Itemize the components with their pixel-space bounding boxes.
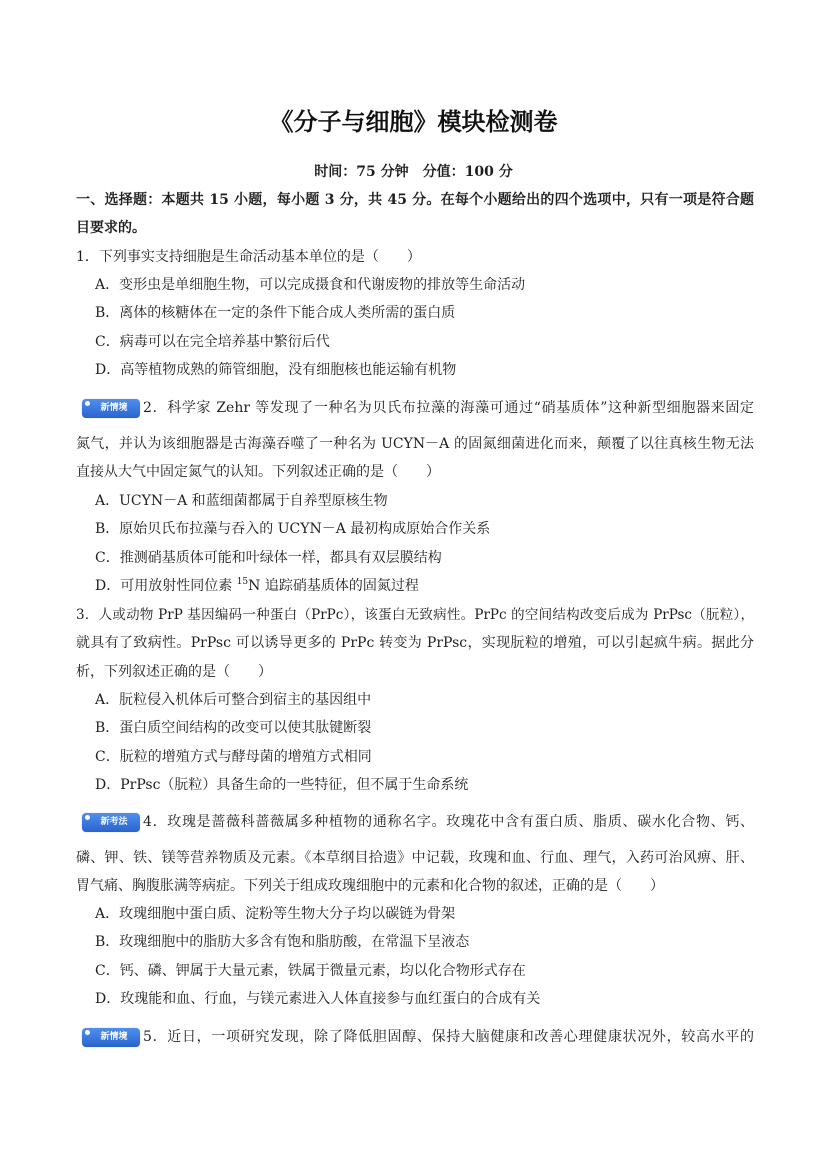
question-3-option-c: C．朊粒的增殖方式与酵母菌的增殖方式相同	[95, 749, 372, 765]
badge-label: 新情境	[100, 403, 128, 413]
badge-dot-icon	[85, 1030, 90, 1035]
question-4-option-a: A．玫瑰细胞中蛋白质、淀粉等生物大分子均以碳链为骨架	[95, 906, 456, 922]
question-1-option-c: C．病毒可以在完全培养基中繁衍后代	[95, 334, 330, 350]
option-d-text-after: N 追踪硝基质体的固氮过程	[248, 578, 419, 594]
section-heading-line-1: 一、选择题：本题共 15 小题，每小题 3 分，共 45 分。在每个小题给出的四个选项中，只有一项是符合题	[76, 192, 754, 208]
question-4-option-d: D．玫瑰能和血、行血，与镁元素进入人体直接参与血红蛋白的合成有关	[95, 991, 541, 1007]
badge-dot-icon	[85, 815, 90, 820]
question-4-stem-line-2: 磷、钾、铁、镁等营养物质及元素。《本草纲目拾遗》中记载，玫瑰和血、行血、理气，入药可治风痹、肝、	[76, 850, 754, 866]
badge-label: 新情境	[100, 1032, 128, 1042]
question-2-option-d	[95, 576, 754, 596]
question-1-stem: 1．下列事实支持细胞是生命活动基本单位的是（ ）	[76, 249, 421, 265]
question-2-stem-line-1: 2．科学家 Zehr 等发现了一种名为贝氏布拉藻的海藻可通过“硝基质体”这种新型细胞器来固定	[143, 400, 754, 416]
question-3-stem-line-3: 析，下列叙述正确的是（ ）	[76, 664, 272, 680]
question-4-option-c: C．钙、磷、钾属于大量元素，铁属于微量元素，均以化合物形式存在	[95, 963, 526, 979]
question-1-option-b: B．离体的核糖体在一定的条件下能合成人类所需的蛋白质	[95, 305, 456, 321]
question-4-badge	[82, 813, 140, 832]
question-2-stem-line-3: 直接从大气中固定氮气的认知。下列叙述正确的是（ ）	[76, 464, 440, 480]
question-3-option-a: A．朊粒侵入机体后可整合到宿主的基因组中	[95, 692, 372, 708]
section-heading-line-2: 目要求的。	[76, 220, 146, 236]
option-d-text-before: D．可用放射性同位素	[95, 578, 237, 594]
question-4-stem-line-3: 胃气痛、胸腹胀满等病症。下列关于组成玫瑰细胞中的元素和化合物的叙述，正确的是（ ）	[76, 878, 664, 894]
isotope-mass-number: 15	[236, 577, 249, 587]
question-2-option-c: C．推测硝基质体可能和叶绿体一样，都具有双层膜结构	[95, 550, 442, 566]
question-1-option-a: A．变形虫是单细胞生物，可以完成摄食和代谢废物的排放等生命活动	[95, 277, 526, 293]
badge-dot-icon	[85, 401, 90, 406]
question-3-stem-line-2: 就具有了致病性。PrPsc 可以诱导更多的 PrPc 转变为 PrPsc，实现朊粒的增殖，可以引起疯牛病。据此分	[76, 635, 754, 651]
question-4-stem-line-1: 4．玫瑰是蔷薇科蔷薇属多种植物的通称名字。玫瑰花中含有蛋白质、脂质、碳水化合物、钙、	[143, 814, 754, 830]
question-5-stem-line-1: 5．近日，一项研究发现，除了降低胆固醇、保持大脑健康和改善心理健康状况外，较高水平的	[143, 1029, 754, 1045]
badge-label: 新考法	[100, 817, 128, 827]
question-1-option-d: D．高等植物成熟的筛管细胞，没有细胞核也能运输有机物	[95, 362, 457, 378]
exam-meta: 时间：75 分钟 分值：100 分	[314, 164, 513, 180]
question-3-stem-line-1: 3．人或动物 PrP 基因编码一种蛋白（PrPc），该蛋白无致病性。PrPc 的空间结构改变后成为 PrPsc（朊粒），	[76, 607, 754, 623]
question-4-option-b: B．玫瑰细胞中的脂肪大多含有饱和脂肪酸，在常温下呈液态	[95, 934, 470, 950]
question-3-option-d: D．PrPsc（朊粒）具备生命的一些特征，但不属于生命系统	[95, 777, 469, 793]
page-title: 《分子与细胞》模块检测卷	[269, 108, 558, 136]
question-2-option-a: A．UCYN－A 和蓝细菌都属于自养型原核生物	[95, 493, 388, 509]
question-2-stem-line-2: 氮气，并认为该细胞器是古海藻吞噬了一种名为 UCYN－A 的固氮细菌进化而来，颠覆了以往真核生物无法	[76, 436, 754, 452]
question-3-option-b: B．蛋白质空间结构的改变可以使其肽键断裂	[95, 720, 372, 736]
question-2-option-b: B．原始贝氏布拉藻与吞入的 UCYN－A 最初构成原始合作关系	[95, 521, 491, 537]
question-2-badge	[82, 399, 140, 418]
question-5-badge	[82, 1028, 140, 1047]
